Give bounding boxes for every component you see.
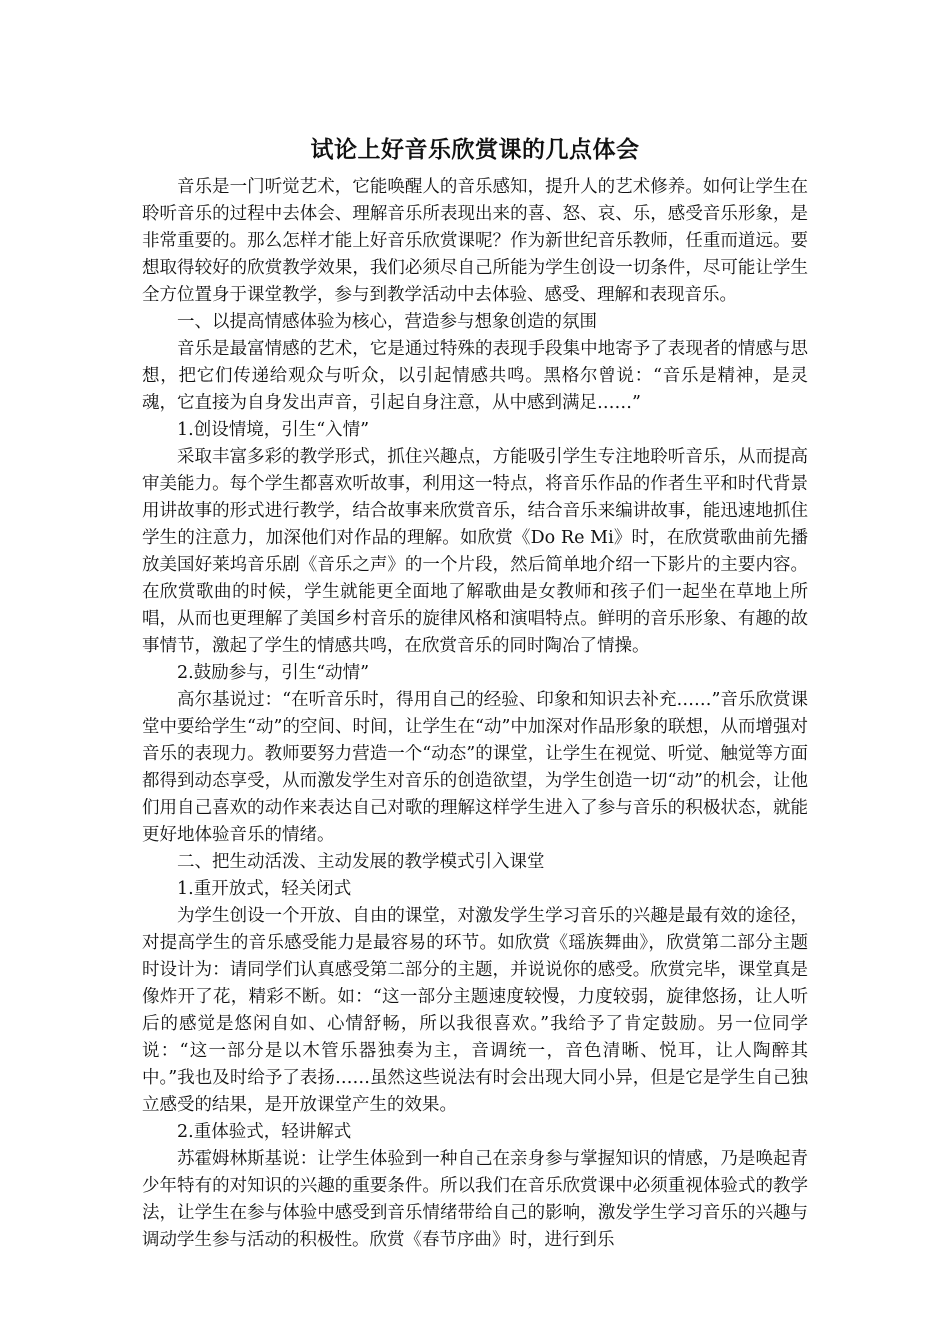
paragraph-participation: 高尔基说过：“在听音乐时，得用自己的经验、印象和知识去补充……”音乐欣赏课堂中要给学生“动”的空间、时间，让学生在“动”中加深对作品形象的联想，从而增强对音乐的表现力。教师要努力营造一个“动态”的课堂，让学生在视觉、听觉、触觉等方面都得到动态享受，从而激发学生对音乐的创造欲望，为学生创造一切“动”的机会，让他们用自己喜欢的动作来表达自己对歌的理解这样学生进入了参与音乐的积极状态，就能更好地体验音乐的情绪。: [142, 690, 808, 845]
subheading-1-1: 1.创设情境，引生“入情”: [177, 420, 370, 440]
paragraph-emotion: 音乐是最富情感的艺术，它是通过特殊的表现手段集中地寄予了表现者的情感与思想，把它们传递给观众与听众，以引起情感共鸣。黑格尔曾说：“音乐是精神，是灵魂，它直接为自身发出声音，引起自身注意，从中感到满足……”: [142, 339, 808, 413]
document-body: [142, 134, 808, 1254]
document-title: 试论上好音乐欣赏课的几点体会: [310, 137, 640, 163]
section-heading-1: 一、以提高情感体验为核心，营造参与想象创造的氛围: [177, 312, 597, 332]
paragraph-intro: 音乐是一门听觉艺术，它能唤醒人的音乐感知，提升人的艺术修养。如何让学生在聆听音乐的过程中去体会、理解音乐所表现出来的喜、怒、哀、乐，感受音乐形象，是非常重要的。那么怎样才能上好音乐欣赏课呢？作为新世纪音乐教师，任重而道远。要想取得较好的欣赏教学效果，我们必须尽自己所能为学生创设一切条件，尽可能让学生全方位置身于课堂教学，参与到教学活动中去体验、感受、理解和表现音乐。: [142, 177, 808, 305]
paragraph-experience: 苏霍姆林斯基说：让学生体验到一种自己在亲身参与掌握知识的情感，乃是唤起青少年特有的对知识的兴趣的重要条件。所以我们在音乐欣赏课中必须重视体验式的教学法，让学生在参与体验中感受到音乐情绪带给自己的影响，激发学生学习音乐的兴趣与调动学生参与活动的积极性。欣赏《春节序曲》时，进行到乐: [142, 1149, 808, 1250]
paragraph-storytelling: 采取丰富多彩的教学形式，抓住兴趣点，方能吸引学生专注地聆听音乐，从而提高审美能力。每个学生都喜欢听故事，利用这一特点，将音乐作品的作者生平和时代背景用讲故事的形式进行教学，结合故事来欣赏音乐，结合音乐来编讲故事，能迅速地抓住学生的注意力，加深他们对作品的理解。如欣赏《Do Re Mi》时，在欣赏歌曲前先播放美国好莱坞音乐剧《音乐之声》的一个片段，然后简单地介绍一下影片的主要内容。在欣赏歌曲的时候，学生就能更全面地了解歌曲是女教师和孩子们一起坐在草地上所唱，从而也更理解了美国乡村音乐的旋律风格和演唱特点。鲜明的音乐形象、有趣的故事情节，激起了学生的情感共鸣，在欣赏音乐的同时陶冶了情操。: [142, 447, 808, 656]
subheading-1-2: 2.鼓励参与，引生“动情”: [177, 663, 370, 683]
paragraph-open-class: 为学生创设一个开放、自由的课堂，对激发学生学习音乐的兴趣是最有效的途径，对提高学生的音乐感受能力是最容易的环节。如欣赏《瑶族舞曲》，欣赏第二部分主题时设计为：请同学们认真感受第二部分的主题，并说说你的感受。欣赏完毕，课堂真是像炸开了花，精彩不断。如：“这一部分主题速度较慢，力度较弱，旋律悠扬，让人听后的感觉是悠闲自如、心情舒畅，所以我很喜欢。”我给予了肯定鼓励。另一位同学说：“这一部分是以木管乐器独奏为主，音调统一，音色清晰、悦耳，让人陶醉其中。”我也及时给予了表扬……虽然这些说法有时会出现大同小异，但是它是学生自己独立感受的结果，是开放课堂产生的效果。: [142, 906, 808, 1115]
section-heading-2: 二、把生动活泼、主动发展的教学模式引入课堂: [177, 852, 545, 872]
subheading-2-1: 1.重开放式，轻关闭式: [177, 879, 352, 899]
subheading-2-2: 2.重体验式，轻讲解式: [177, 1122, 352, 1142]
